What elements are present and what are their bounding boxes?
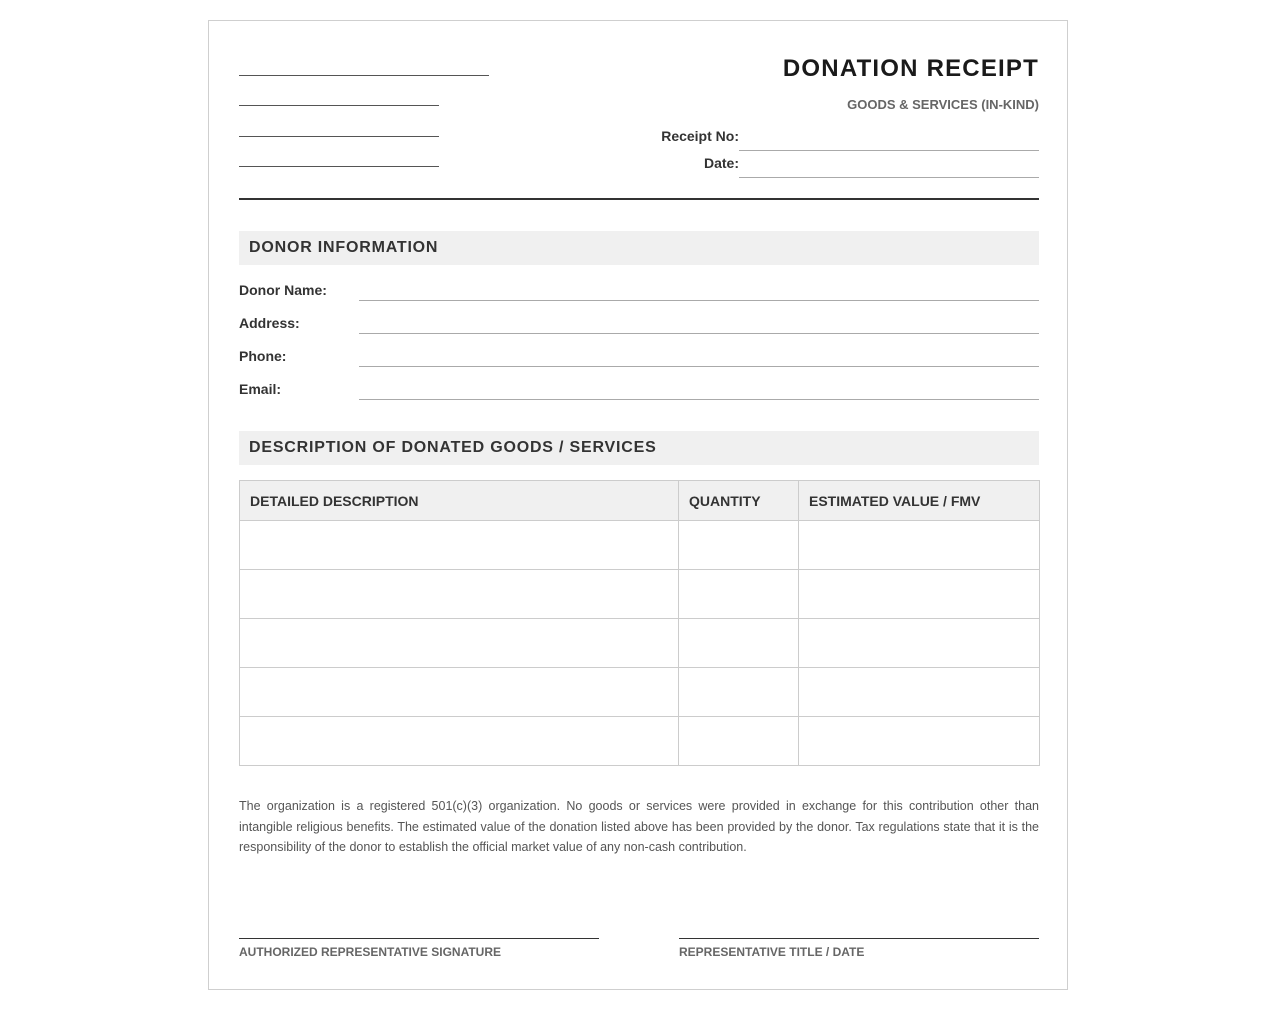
- donated-goods-title: DESCRIPTION OF DONATED GOODS / SERVICES: [249, 439, 657, 456]
- donor-name-field[interactable]: [359, 300, 1039, 301]
- address-label: Address:: [239, 315, 300, 331]
- organization-name-line[interactable]: [239, 75, 489, 76]
- email-field[interactable]: [359, 399, 1039, 400]
- description-cell[interactable]: [240, 521, 679, 570]
- organization-address-line[interactable]: [239, 105, 439, 106]
- donated-goods-header: [239, 431, 1039, 465]
- phone-label: Phone:: [239, 348, 287, 364]
- quantity-cell[interactable]: [679, 619, 799, 668]
- description-cell[interactable]: [240, 570, 679, 619]
- value-cell[interactable]: [799, 717, 1040, 766]
- title-date-line[interactable]: [679, 938, 1039, 939]
- table-row: [240, 570, 1040, 619]
- title-date-label: REPRESENTATIVE TITLE / DATE: [679, 945, 865, 959]
- value-cell[interactable]: [799, 668, 1040, 717]
- value-cell[interactable]: [799, 570, 1040, 619]
- quantity-cell[interactable]: [679, 570, 799, 619]
- table-row: [240, 668, 1040, 717]
- receipt-no-label: Receipt No:: [661, 128, 739, 144]
- quantity-cell[interactable]: [679, 717, 799, 766]
- column-header-quantity: QUANTITY: [679, 481, 799, 521]
- disclaimer-text: The organization is a registered 501(c)(3) organization. No goods or services were provided in exchange for this contribution other than intangible religious benefits. The estimated value of the donation listed above has been provided by the donor. Tax regulations state that it is the responsibility of the donor to establish the official market value of any non-cash contribution.: [239, 799, 1039, 854]
- address-field[interactable]: [359, 333, 1039, 334]
- value-cell[interactable]: [799, 619, 1040, 668]
- donor-information-header: [239, 231, 1039, 265]
- donor-information-title: DONOR INFORMATION: [249, 239, 439, 256]
- donated-items-table: [239, 480, 1040, 766]
- column-header-estimated-value: ESTIMATED VALUE / FMV: [799, 481, 1040, 521]
- receipt-page: [208, 20, 1068, 990]
- donor-name-label: Donor Name:: [239, 282, 327, 298]
- column-header-description: DETAILED DESCRIPTION: [240, 481, 679, 521]
- date-label: Date:: [703, 155, 739, 171]
- signature-label: AUTHORIZED REPRESENTATIVE SIGNATURE: [239, 945, 502, 959]
- quantity-cell[interactable]: [679, 668, 799, 717]
- date-field[interactable]: [739, 177, 1039, 178]
- signature-line[interactable]: [239, 938, 599, 939]
- email-label: Email:: [239, 381, 282, 397]
- header-divider: [239, 198, 1039, 200]
- table-row: [240, 521, 1040, 570]
- description-cell[interactable]: [240, 717, 679, 766]
- quantity-cell[interactable]: [679, 521, 799, 570]
- receipt-no-field[interactable]: [739, 150, 1039, 151]
- value-cell[interactable]: [799, 521, 1040, 570]
- document-subtitle: GOODS & SERVICES (IN-KIND): [847, 97, 1039, 112]
- description-cell[interactable]: [240, 668, 679, 717]
- table-row: [240, 619, 1040, 668]
- description-cell[interactable]: [240, 619, 679, 668]
- organization-city-line[interactable]: [239, 136, 439, 137]
- phone-field[interactable]: [359, 366, 1039, 367]
- organization-contact-line[interactable]: [239, 166, 439, 167]
- document-title: DONATION RECEIPT: [782, 55, 1039, 82]
- table-header-row: [240, 481, 1040, 521]
- table-row: [240, 717, 1040, 766]
